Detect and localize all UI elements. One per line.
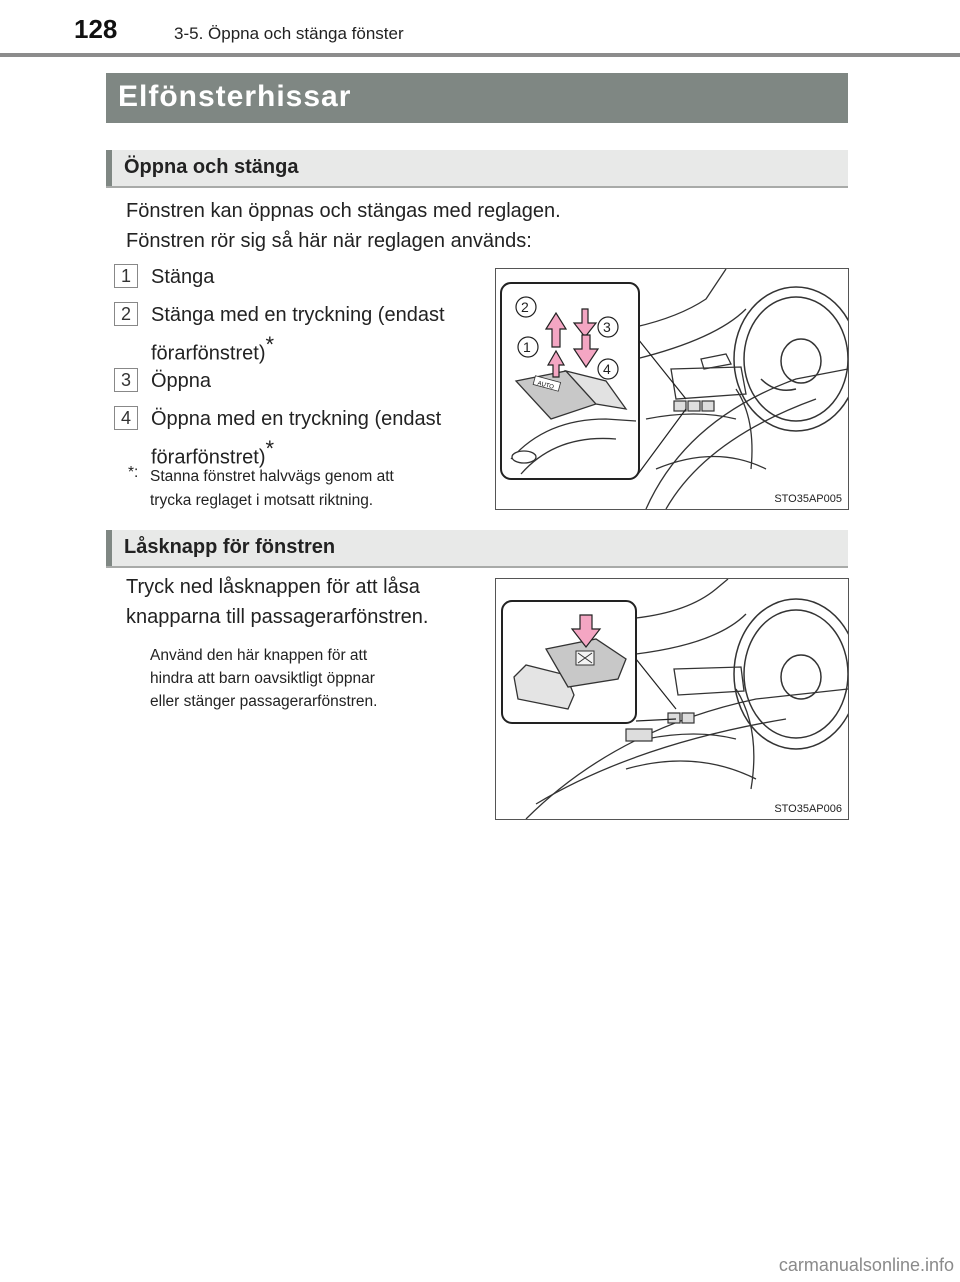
lock-subtext-line-3: eller stänger passagerarfönstren. xyxy=(150,693,378,710)
item-number-1: 1 xyxy=(114,264,138,288)
lock-switch-illustration xyxy=(496,579,848,819)
figure-code: STO35AP006 xyxy=(774,803,842,815)
item-number-2: 2 xyxy=(114,302,138,326)
section-heading-accent xyxy=(106,150,112,186)
item-number-4: 4 xyxy=(114,406,138,430)
intro-line-2: Fönstren rör sig så här när reglagen används: xyxy=(126,230,532,252)
footnote-line-2: trycka reglaget i motsatt riktning. xyxy=(150,492,374,509)
window-switch-illustration xyxy=(496,269,848,509)
lock-subtext-line-2: hindra att barn oavsiktligt öppnar xyxy=(150,670,375,687)
item-text-auto-open-line1: Öppna med en tryckning (endast xyxy=(151,408,442,430)
asterisk-mark: * xyxy=(265,436,275,461)
intro-line-1: Fönstren kan öppnas och stängas med reglagen. xyxy=(126,200,561,222)
item-text-auto-open-line2-text: förarfönstret) xyxy=(151,446,266,469)
callout-3: 3 xyxy=(603,319,611,335)
lock-text-line-1: Tryck ned låsknappen för att låsa xyxy=(126,576,420,598)
item-text-auto-close-line1: Stänga med en tryckning (endast xyxy=(151,304,445,326)
figure-lock-switch xyxy=(495,578,849,820)
callout-2: 2 xyxy=(521,299,529,315)
watermark: carmanualsonline.info xyxy=(778,1255,954,1275)
section-heading-window-lock xyxy=(106,530,848,568)
asterisk-mark: * xyxy=(265,332,275,357)
callout-4: 4 xyxy=(603,361,611,377)
figure-code: STO35AP005 xyxy=(774,493,842,505)
page-title: Elfönsterhissar xyxy=(118,80,352,113)
footnote-line-1: Stanna fönstret halvvägs genom att xyxy=(150,468,394,485)
lock-text-line-2: knapparna till passagerarfönstren. xyxy=(126,606,429,628)
section-heading-text: Låsknapp för fönstren xyxy=(124,536,336,558)
section-heading-accent xyxy=(106,530,112,566)
auto-switch-label: AUTO xyxy=(536,380,555,391)
section-heading-open-close xyxy=(106,150,848,188)
figure-window-switch xyxy=(495,268,849,510)
item-text-close: Stänga xyxy=(151,266,215,288)
chapter-title: 3-5. Öppna och stänga fönster xyxy=(174,24,404,43)
page-number: 128 xyxy=(74,14,118,44)
item-number-3: 3 xyxy=(114,368,138,392)
footnote-marker: *: xyxy=(128,464,139,481)
lock-subtext-line-1: Använd den här knappen för att xyxy=(150,647,368,664)
item-text-auto-close-line2 xyxy=(151,330,274,369)
callout-1: 1 xyxy=(523,339,531,355)
item-text-auto-close-line2-text: förarfönstret) xyxy=(151,342,266,365)
section-heading-text: Öppna och stänga xyxy=(124,156,299,178)
item-text-open: Öppna xyxy=(151,370,212,392)
header-divider xyxy=(0,53,960,57)
page-title-banner xyxy=(106,73,848,123)
